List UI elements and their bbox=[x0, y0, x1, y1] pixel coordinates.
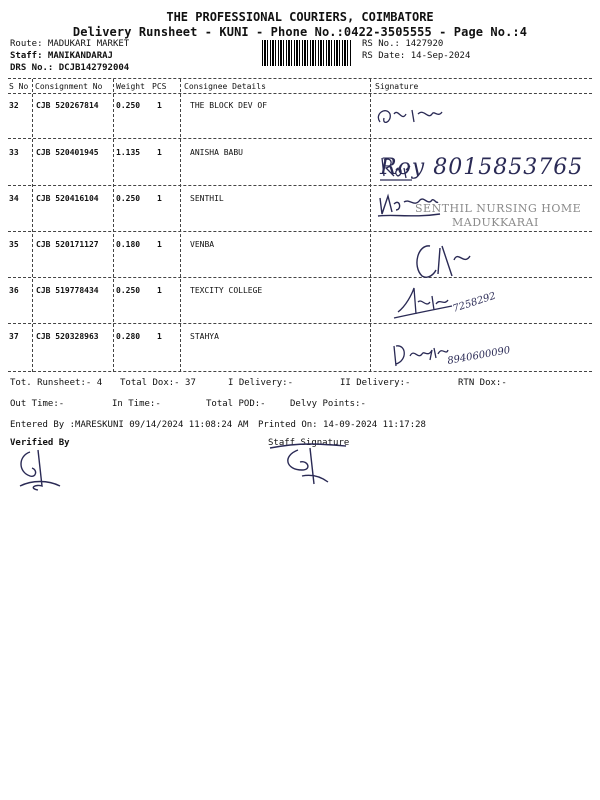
signature-row-37 bbox=[390, 330, 540, 372]
row-weight: 1.135 bbox=[116, 148, 141, 157]
total-pod: Total POD:- bbox=[206, 399, 266, 409]
row-sno: 35 bbox=[9, 240, 19, 249]
printed-on: Printed On: 14-09-2024 11:17:28 bbox=[258, 420, 426, 430]
row-pcs: 1 bbox=[157, 240, 162, 249]
svg-text:7258292: 7258292 bbox=[451, 290, 498, 315]
route-label: Route: MADUKARI MARKET bbox=[10, 39, 130, 49]
rs-date: RS Date: 14-Sep-2024 bbox=[362, 51, 471, 61]
row-weight: 0.250 bbox=[116, 194, 141, 203]
row-pcs: 1 bbox=[157, 194, 162, 203]
handwritten-phone: Roy 8015853765 bbox=[380, 155, 584, 180]
rs-number: RS No.: 1427920 bbox=[362, 39, 444, 49]
row-sno: 36 bbox=[9, 286, 19, 295]
row-consignment: CJB 520328963 bbox=[36, 332, 99, 341]
row-consignee: VENBA bbox=[190, 240, 215, 249]
row-divider bbox=[8, 138, 592, 139]
column-divider bbox=[370, 79, 371, 372]
row-sno: 33 bbox=[9, 148, 19, 157]
barcode-image bbox=[262, 40, 352, 66]
row-pcs: 1 bbox=[157, 148, 162, 157]
drs-number: DRS No.: DCJB142792004 bbox=[10, 63, 130, 73]
total-runsheet: Tot. Runsheet:- 4 bbox=[10, 378, 103, 388]
stamp-line-2: MADUKKARAI bbox=[452, 216, 539, 229]
runsheet-title: Delivery Runsheet - KUNI - Phone No.:0422-3505555 - Page No.:4 bbox=[72, 25, 528, 39]
staff-signature-label: Staff Signature bbox=[268, 438, 350, 448]
row-sno: 37 bbox=[9, 332, 19, 341]
column-divider bbox=[32, 79, 33, 372]
entered-by: Entered By :MARESKUNI 09/14/2024 11:08:24 AM bbox=[10, 420, 249, 430]
table-top-rule bbox=[8, 78, 592, 79]
row-consignment: CJB 520401945 bbox=[36, 148, 99, 157]
signature-row-32 bbox=[372, 100, 452, 136]
row-consignee: ANISHA BABU bbox=[190, 148, 243, 157]
row-divider bbox=[8, 231, 592, 232]
staff-signature bbox=[262, 440, 352, 490]
row-consignment: CJB 520416104 bbox=[36, 194, 99, 203]
total-dox: Total Dox:- 37 bbox=[120, 378, 196, 388]
header-sno: S No bbox=[9, 82, 29, 91]
row-consignee: SENTHIL bbox=[190, 194, 224, 203]
row-sno: 32 bbox=[9, 101, 19, 110]
i-delivery: I Delivery:- bbox=[228, 378, 294, 388]
row-pcs: 1 bbox=[157, 286, 162, 295]
row-consignee: THE BLOCK DEV OF bbox=[190, 101, 268, 110]
table-header-rule bbox=[8, 93, 592, 94]
row-weight: 0.250 bbox=[116, 286, 141, 295]
signature-row-36 bbox=[392, 284, 532, 324]
verified-signature bbox=[8, 446, 68, 492]
rtn-dox: RTN Dox:- bbox=[458, 378, 507, 388]
column-divider bbox=[180, 79, 181, 372]
company-title: THE PROFESSIONAL COURIERS, COIMBATORE bbox=[166, 10, 434, 24]
row-pcs: 1 bbox=[157, 332, 162, 341]
out-time: Out Time:- bbox=[10, 399, 65, 409]
row-divider bbox=[8, 185, 592, 186]
stamp-line-1: SENTHIL NURSING HOME bbox=[415, 202, 582, 215]
signature-row-35 bbox=[404, 236, 484, 286]
row-consignment: CJB 520267814 bbox=[36, 101, 99, 110]
row-pcs: 1 bbox=[157, 101, 162, 110]
row-weight: 0.180 bbox=[116, 240, 141, 249]
row-consignment: CJB 520171127 bbox=[36, 240, 99, 249]
header-consignee: Consignee Details bbox=[184, 82, 266, 91]
staff-label: Staff: MANIKANDARAJ bbox=[10, 51, 113, 61]
verified-by-label: Verified By bbox=[10, 438, 70, 448]
row-consignee: STAHYA bbox=[190, 332, 219, 341]
row-weight: 0.250 bbox=[116, 101, 141, 110]
svg-text:8940600090: 8940600090 bbox=[446, 345, 512, 367]
column-divider bbox=[113, 79, 114, 372]
header-weight: Weight bbox=[116, 82, 145, 91]
ii-delivery: II Delivery:- bbox=[340, 378, 411, 388]
row-consignee: TEXCITY COLLEGE bbox=[190, 286, 263, 295]
row-sno: 34 bbox=[9, 194, 19, 203]
row-divider bbox=[8, 277, 592, 278]
header-signature: Signature bbox=[375, 82, 419, 91]
header-consignment: Consignment No bbox=[35, 82, 103, 91]
row-weight: 0.280 bbox=[116, 332, 141, 341]
in-time: In Time:- bbox=[112, 399, 161, 409]
row-consignment: CJB 519778434 bbox=[36, 286, 99, 295]
header-pcs: PCS bbox=[152, 82, 167, 91]
delvy-points: Delvy Points:- bbox=[290, 399, 366, 409]
